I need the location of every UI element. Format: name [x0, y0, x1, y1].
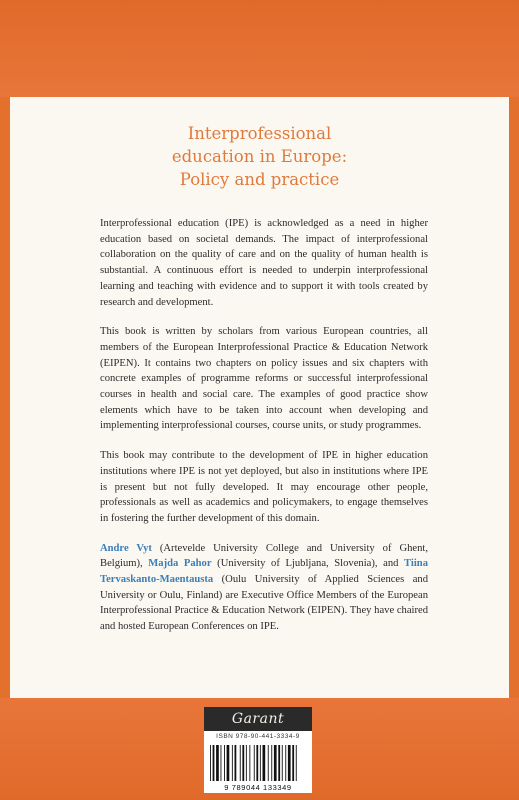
publisher-barcode-block	[204, 707, 312, 793]
blurb-paragraph-3: This book may contribute to the development of IPE in higher education institutions where IPE is not yet deployed, but also in institutions where IPE is present but not fully developed. It may encourage other people, professionals as well as academics and policymakers, to engage themselves in fostering the further development of this domain.	[100, 450, 428, 524]
author-affiliation-tervaskanto: (Oulu University of Applied Sciences and University or Oulu, Finland) are Executive Office Members of the European Interprofessional Practice & Education Network (EIPEN). They have chaired and hosted European Conferences on IPE.	[100, 574, 428, 633]
isbn-text: ISBN 978-90-441-3334-9	[204, 731, 312, 743]
title-line-2: education in Europe:	[171, 147, 348, 166]
author-affiliation-vyt: (Artevelde University College and University of Ghent, Belgium),	[100, 542, 428, 570]
barcode-bars	[208, 745, 308, 781]
title-line-1: Interprofessional	[187, 124, 332, 143]
author-name-pahor: Majda Pahor	[148, 558, 212, 570]
book-title	[10, 122, 509, 191]
barcode-digits: 9 789044 133349	[224, 783, 292, 792]
author-affiliation-pahor: (University of Ljubljana, Slovenia), and	[211, 558, 405, 570]
barcode	[204, 743, 312, 793]
blurb-text	[100, 216, 428, 649]
author-name-vyt: Andre Vyt	[100, 542, 152, 554]
title-line-3: Policy and practice	[179, 170, 340, 189]
blurb-paragraph-1: Interprofessional education (IPE) is acknowledged as a need in higher education based on societal demands. The impact of interprofessional collaboration on the quality of care and on the quality of human health is substantial. A continuous effort is needed to underpin interprofessional learning and teaching with evidence and to support it with tools created by research and development.	[100, 218, 428, 308]
blurb-paragraph-2: This book is written by scholars from various European countries, all members of the European Interprofessional Practice & Education Network (EIPEN). It contains two chapters on policy issues and six chapters with concrete examples of programme reforms or successful interprofessional courses in health and social care. The examples of good practice show elements which have to be taken into account when developing and implementing interprofessional courses, course units, or study programmes.	[100, 326, 428, 432]
author-name-tervaskanto: Tiina Tervaskanto-Maentausta	[100, 558, 428, 586]
publisher-logo: Garant	[204, 707, 312, 731]
authors-paragraph	[100, 541, 428, 635]
top-orange-band	[0, 0, 519, 97]
